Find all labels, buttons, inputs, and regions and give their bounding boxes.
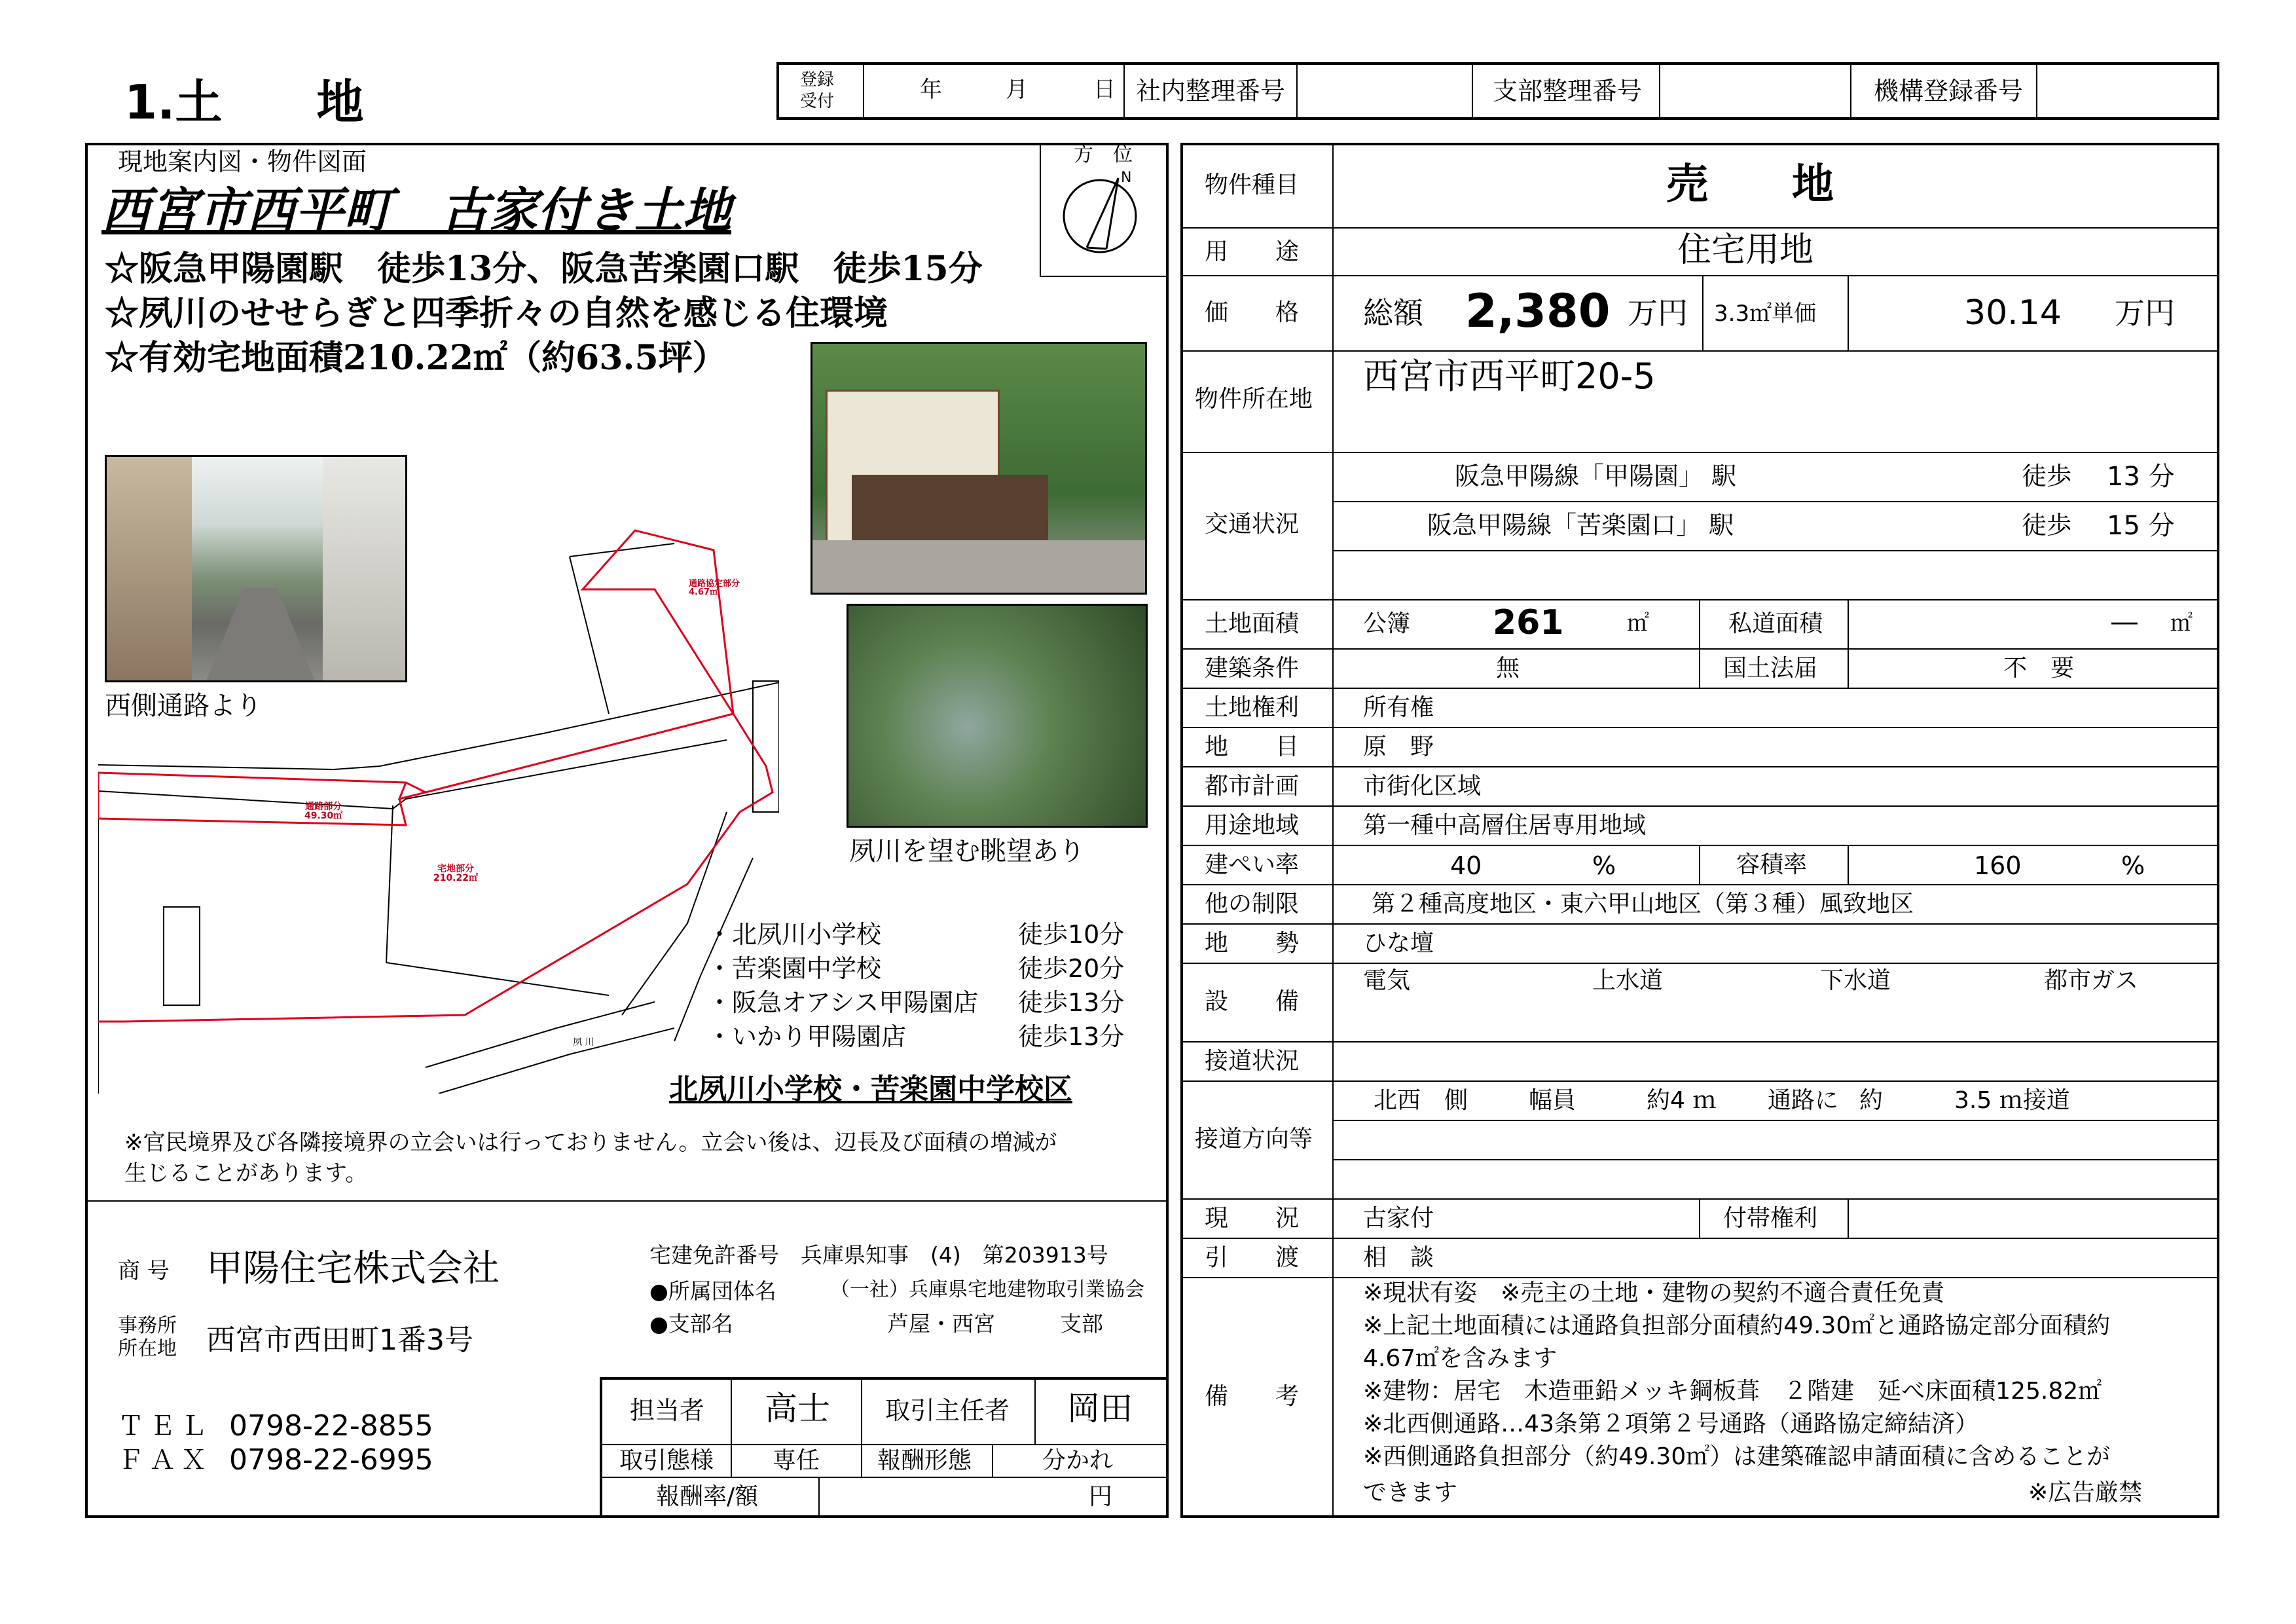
- photo-river-view: [847, 604, 1148, 828]
- private-road-label: 私道面積: [1728, 610, 1823, 637]
- reg-day: 日: [1093, 77, 1116, 103]
- nearby-1-dist: 徒歩10分: [1018, 920, 1125, 949]
- setsudo-approx: 約: [1859, 1087, 1884, 1114]
- boundary-note-1: ※官民境界及び各隣接境界の立会いは行っておりません。立会い後は、辺長及び面積の増減が: [124, 1130, 1057, 1156]
- kind-label: 物件種目: [1205, 172, 1300, 198]
- transport-1-min: 13 分: [2107, 462, 2175, 492]
- land-area-unit: ㎡: [1627, 610, 1649, 637]
- nearby-2-name: ・苦楽園中学校: [707, 954, 882, 983]
- trade-label: 商 号: [118, 1258, 170, 1284]
- fee-form: 分かれ: [1042, 1447, 1114, 1474]
- map-label-road-share: 通路協定部分 4.67㎡: [689, 579, 740, 597]
- branch-label: ●支部名: [649, 1311, 733, 1337]
- kobo-label: 公簿: [1363, 610, 1411, 637]
- bullet-1: ☆阪急甲陽園駅 徒歩13分、阪急苦楽園口駅 徒歩15分: [105, 249, 983, 289]
- hikiwatashi-value: 相 談: [1363, 1244, 1434, 1271]
- other-limits-value: 第２種高度地区・東六甲山地区（第３種）風致地区: [1372, 891, 1914, 917]
- tsubo-price: 30.14: [1964, 293, 2062, 333]
- location-value: 西宮市西平町20-5: [1363, 356, 1656, 397]
- youto-value: 第一種中高層住居専用地域: [1363, 812, 1647, 839]
- chisei-label: 地 勢: [1205, 930, 1300, 957]
- chimoku-label: 地 目: [1205, 733, 1300, 760]
- nearby-3-name: ・阪急オアシス甲陽園店: [707, 988, 979, 1017]
- genkyo-value: 古家付: [1363, 1205, 1434, 1232]
- setsudo-width: 約4 ｍ: [1647, 1087, 1717, 1114]
- manager-name: 岡田: [1067, 1390, 1133, 1428]
- photo-caption-river: 夙川を望む眺望あり: [849, 836, 1085, 866]
- fax-label: ＦＡＸ: [118, 1445, 212, 1475]
- compass-label: 方 位: [1074, 143, 1133, 166]
- branch-name: 芦屋・西宮 支部: [887, 1311, 1103, 1337]
- kokudo-value: 不 要: [2003, 655, 2075, 682]
- tel-label: ＴＥＬ: [118, 1411, 212, 1441]
- transport-1-walk: 徒歩: [2022, 462, 2072, 490]
- right-panel: [1180, 143, 2219, 1518]
- association-name: （一社）兵庫県宅地建物取引業協会: [830, 1278, 1144, 1301]
- license-number: 宅建免許番号 兵庫県知事 (4) 第203913号: [649, 1242, 1108, 1268]
- reg-month: 月: [1006, 77, 1028, 103]
- map-label-lot: 宅地部分 210.22㎡: [433, 864, 479, 883]
- setsudo-road: 通路に: [1768, 1087, 1839, 1114]
- land-area-value: 261: [1493, 603, 1564, 642]
- biko-line-1: ※現状有姿 ※売主の土地・建物の契約不適合責任免責: [1363, 1280, 1945, 1306]
- transport-2-line: 阪急甲陽線「苦楽園口」 駅: [1427, 511, 1734, 540]
- build-cond-value: 無: [1496, 655, 1520, 682]
- property-kind: 売 地: [1666, 160, 1834, 209]
- photo-caption-west: 西側通路より: [105, 691, 262, 721]
- biko-line-2: ※上記土地面積には通路負担部分面積約49.30㎡と通路協定部分面積約: [1363, 1312, 2111, 1339]
- land-right-label: 土地権利: [1205, 694, 1300, 721]
- setsubi-electric: 電気: [1363, 967, 1411, 994]
- setsubi-sewer: 下水道: [1820, 967, 1891, 994]
- biko-line-6: ※西側通路負担部分（約49.30㎡）は建築確認申請面積に含めることが: [1363, 1443, 2111, 1470]
- toshi-value: 市街化区域: [1363, 773, 1482, 800]
- setsudo-dir-label: 接道方向等: [1195, 1126, 1313, 1153]
- build-cond-label: 建築条件: [1205, 655, 1300, 682]
- reg-received-label: 登録 受付: [800, 70, 835, 111]
- headline: 西宮市西平町 古家付き土地: [101, 183, 731, 239]
- biko-line-5: ※北西側通路…43条第２項第２号通路（通路協定締結済）: [1363, 1411, 1978, 1437]
- biko-line-4: ※建物：居宅 木造亜鉛メッキ鋼板葺 ２階建 延べ床面積125.82㎡: [1363, 1378, 2102, 1405]
- kenpei-value: 40: [1450, 851, 1482, 880]
- yoseki-label: 容積率: [1736, 851, 1808, 878]
- reg-year: 年: [920, 77, 942, 103]
- toshi-label: 都市計画: [1205, 773, 1300, 800]
- nearby-2-dist: 徒歩20分: [1018, 954, 1125, 983]
- biko-label: 備 考: [1205, 1383, 1300, 1410]
- branch-no-label: 支部整理番号: [1493, 77, 1643, 105]
- office-label: 事務所 所在地: [118, 1314, 177, 1360]
- kenpei-label: 建ぺい率: [1205, 851, 1300, 878]
- fee-form-label: 報酬形態: [877, 1447, 972, 1474]
- setsubi-gas: 都市ガス: [2044, 967, 2139, 994]
- company-name: 甲陽住宅株式会社: [206, 1247, 500, 1290]
- deal-type: 専任: [773, 1447, 820, 1474]
- fax-number: 0798-22-6995: [229, 1443, 433, 1477]
- nearby-1-name: ・北夙川小学校: [707, 920, 882, 949]
- map-label-road-part: 通路部分 49.30㎡: [304, 802, 343, 821]
- private-road-unit: ㎡: [2170, 610, 2193, 637]
- bullet-2: ☆夙川のせせらぎと四季折々の自然を感じる住環境: [105, 293, 888, 333]
- association-label: ●所属団体名: [649, 1278, 776, 1304]
- nearby-3-dist: 徒歩13分: [1018, 988, 1125, 1017]
- nearby-4-name: ・いかり甲陽園店: [707, 1022, 907, 1051]
- setsubi-water: 上水道: [1592, 967, 1664, 994]
- private-road-value: ―: [2111, 607, 2138, 637]
- setsudo-direction: 北西 側: [1374, 1087, 1468, 1114]
- land-right-value: 所有権: [1363, 694, 1434, 721]
- location-label: 物件所在地: [1195, 386, 1313, 413]
- kokudo-label: 国土法届: [1723, 655, 1818, 682]
- use-label: 用 途: [1205, 238, 1300, 265]
- price-label: 価 格: [1205, 299, 1300, 326]
- tel-number: 0798-22-8855: [229, 1409, 433, 1443]
- transport-2-walk: 徒歩: [2022, 511, 2072, 540]
- svg-text:N: N: [1121, 170, 1132, 186]
- photo-house: [811, 342, 1147, 595]
- page-title: 1.土 地: [124, 75, 364, 130]
- manager-label: 取引主任者: [885, 1396, 1010, 1425]
- biko-line-7: できます: [1363, 1479, 1458, 1506]
- staff-label: 担当者: [630, 1396, 705, 1425]
- map-label-river: 夙 川: [573, 1037, 594, 1048]
- boundary-note-2: 生じることがあります。: [124, 1160, 368, 1187]
- fee-unit: 円: [1089, 1483, 1113, 1510]
- nearby-4-dist: 徒歩13分: [1018, 1022, 1125, 1051]
- chisei-value: ひな壇: [1363, 930, 1434, 957]
- compass-icon: [1061, 170, 1146, 255]
- setsudo-contact: 3.5 ｍ接道: [1954, 1087, 2070, 1114]
- school-district: 北夙川小学校・苦楽園中学校区: [669, 1073, 1072, 1106]
- kenpei-unit: %: [1592, 851, 1616, 880]
- site-plan-drawing: [98, 517, 779, 1094]
- setsudo-label: 接道状況: [1205, 1048, 1300, 1075]
- yoseki-unit: %: [2121, 851, 2145, 880]
- futai-label: 付帯権利: [1723, 1205, 1818, 1232]
- biko-line-3: 4.67㎡を含みます: [1363, 1345, 1558, 1372]
- guide-label: 現地案内図・物件図面: [118, 147, 367, 176]
- total-price: 2,380: [1465, 284, 1611, 338]
- setsudo-width-label: 幅員: [1529, 1087, 1576, 1114]
- tsubo-unit: 万円: [2115, 295, 2175, 331]
- youto-label: 用途地域: [1205, 812, 1300, 839]
- fee-rate-label: 報酬率/額: [656, 1483, 759, 1510]
- transport-label: 交通状況: [1205, 511, 1300, 538]
- staff-name: 高士: [765, 1390, 830, 1428]
- total-label: 総額: [1363, 295, 1423, 331]
- tsubo-label: 3.3㎡単価: [1714, 301, 1817, 327]
- land-area-label: 土地面積: [1205, 610, 1300, 637]
- other-limits-label: 他の制限: [1205, 891, 1300, 917]
- use-value: 住宅用地: [1677, 231, 1814, 270]
- bullet-3: ☆有効宅地面積210.22㎡（約63.5坪）: [105, 338, 727, 378]
- genkyo-label: 現 況: [1205, 1205, 1300, 1232]
- company-no-label: 社内整理番号: [1136, 77, 1286, 105]
- total-unit: 万円: [1628, 295, 1688, 331]
- chimoku-value: 原 野: [1363, 733, 1434, 760]
- company-address: 西宮市西田町1番3号: [206, 1323, 473, 1357]
- org-no-label: 機構登録番号: [1874, 77, 2024, 105]
- ad-prohibited-note: ※広告厳禁: [2028, 1479, 2143, 1506]
- deal-label: 取引態様: [619, 1447, 714, 1474]
- setsubi-label: 設 備: [1205, 988, 1300, 1015]
- transport-1-line: 阪急甲陽線「甲陽園」 駅: [1455, 462, 1737, 490]
- transport-2-min: 15 分: [2107, 511, 2175, 541]
- yoseki-value: 160: [1974, 851, 2022, 880]
- hikiwatashi-label: 引 渡: [1205, 1244, 1300, 1271]
